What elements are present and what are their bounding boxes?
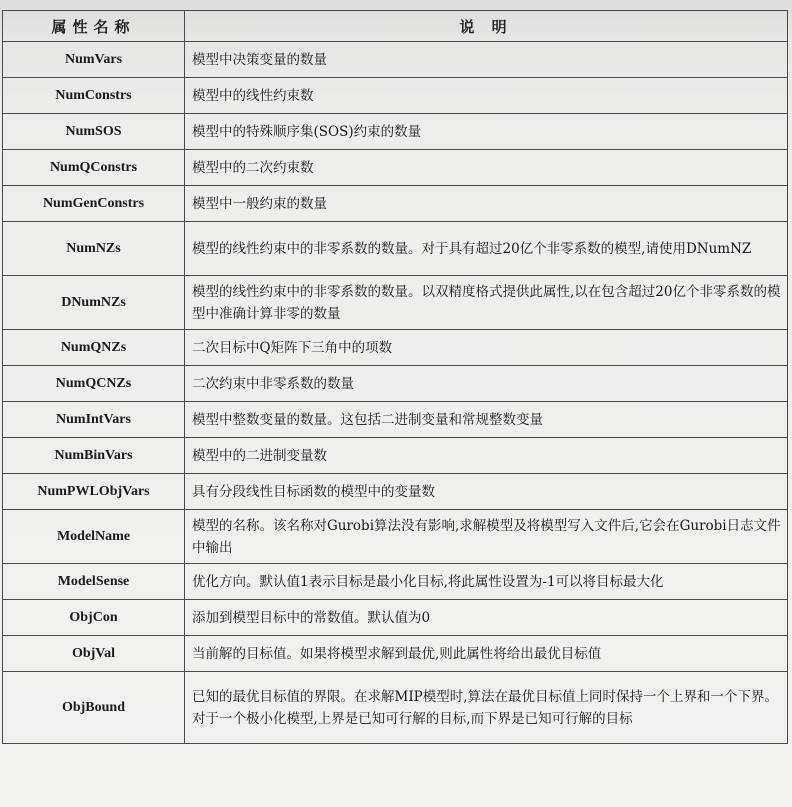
table-row [3,366,788,402]
attribute-name: ObjBound [3,672,185,744]
attribute-name: NumGenConstrs [3,186,185,222]
table-row [3,42,788,78]
header-attribute-name: 属性名称 [3,11,185,42]
attribute-name: NumQCNZs [3,366,185,402]
attribute-description: 模型中的二进制变量数 [185,438,788,474]
attribute-description: 模型的线性约束中的非零系数的数量。对于具有超过20亿个非零系数的模型,请使用DNumNZ [185,222,788,276]
table-row [3,78,788,114]
attribute-name: NumConstrs [3,78,185,114]
attribute-description: 模型中的二次约束数 [185,150,788,186]
attribute-description: 模型中的线性约束数 [185,78,788,114]
attribute-description: 模型的线性约束中的非零系数的数量。以双精度格式提供此属性,以在包含超过20亿个非零系数的模型中准确计算非零的数量 [185,276,788,330]
attribute-name: NumNZs [3,222,185,276]
attribute-description: 二次目标中Q矩阵下三角中的项数 [185,330,788,366]
attribute-name: NumVars [3,42,185,78]
attribute-name: NumPWLObjVars [3,474,185,510]
attribute-name: ModelName [3,510,185,564]
attribute-description: 优化方向。默认值1表示目标是最小化目标,将此属性设置为-1可以将目标最大化 [185,564,788,600]
table-row [3,636,788,672]
attribute-name: ObjVal [3,636,185,672]
attribute-description: 模型中决策变量的数量 [185,42,788,78]
attribute-name: NumSOS [3,114,185,150]
table-header-row [3,11,788,42]
attribute-description: 二次约束中非零系数的数量 [185,366,788,402]
attribute-description: 模型的名称。该名称对Gurobi算法没有影响,求解模型及将模型写入文件后,它会在Gurobi日志文件中输出 [185,510,788,564]
table-row [3,474,788,510]
attribute-name: ModelSense [3,564,185,600]
attribute-description: 模型中整数变量的数量。这包括二进制变量和常规整数变量 [185,402,788,438]
table-row [3,186,788,222]
attribute-name: ObjCon [3,600,185,636]
attribute-name: NumQNZs [3,330,185,366]
attribute-name: NumBinVars [3,438,185,474]
attribute-description: 模型中一般约束的数量 [185,186,788,222]
table-row [3,510,788,564]
table-row [3,402,788,438]
table-row [3,330,788,366]
table-row [3,438,788,474]
header-description: 说 明 [185,11,788,42]
table-row [3,222,788,276]
attribute-name: DNumNZs [3,276,185,330]
attribute-description: 具有分段线性目标函数的模型中的变量数 [185,474,788,510]
attribute-description: 当前解的目标值。如果将模型求解到最优,则此属性将给出最优目标值 [185,636,788,672]
attribute-name: NumIntVars [3,402,185,438]
table-row [3,276,788,330]
attribute-description: 添加到模型目标中的常数值。默认值为0 [185,600,788,636]
attribute-name: NumQConstrs [3,150,185,186]
attribute-description: 已知的最优目标值的界限。在求解MIP模型时,算法在最优目标值上同时保持一个上界和一个下界。对于一个极小化模型,上界是已知可行解的目标,而下界是已知可行解的目标 [185,672,788,744]
table-row [3,600,788,636]
attribute-table [2,10,788,744]
table-row [3,564,788,600]
table-row [3,114,788,150]
table-row [3,672,788,744]
attribute-description: 模型中的特殊顺序集(SOS)约束的数量 [185,114,788,150]
table-row [3,150,788,186]
